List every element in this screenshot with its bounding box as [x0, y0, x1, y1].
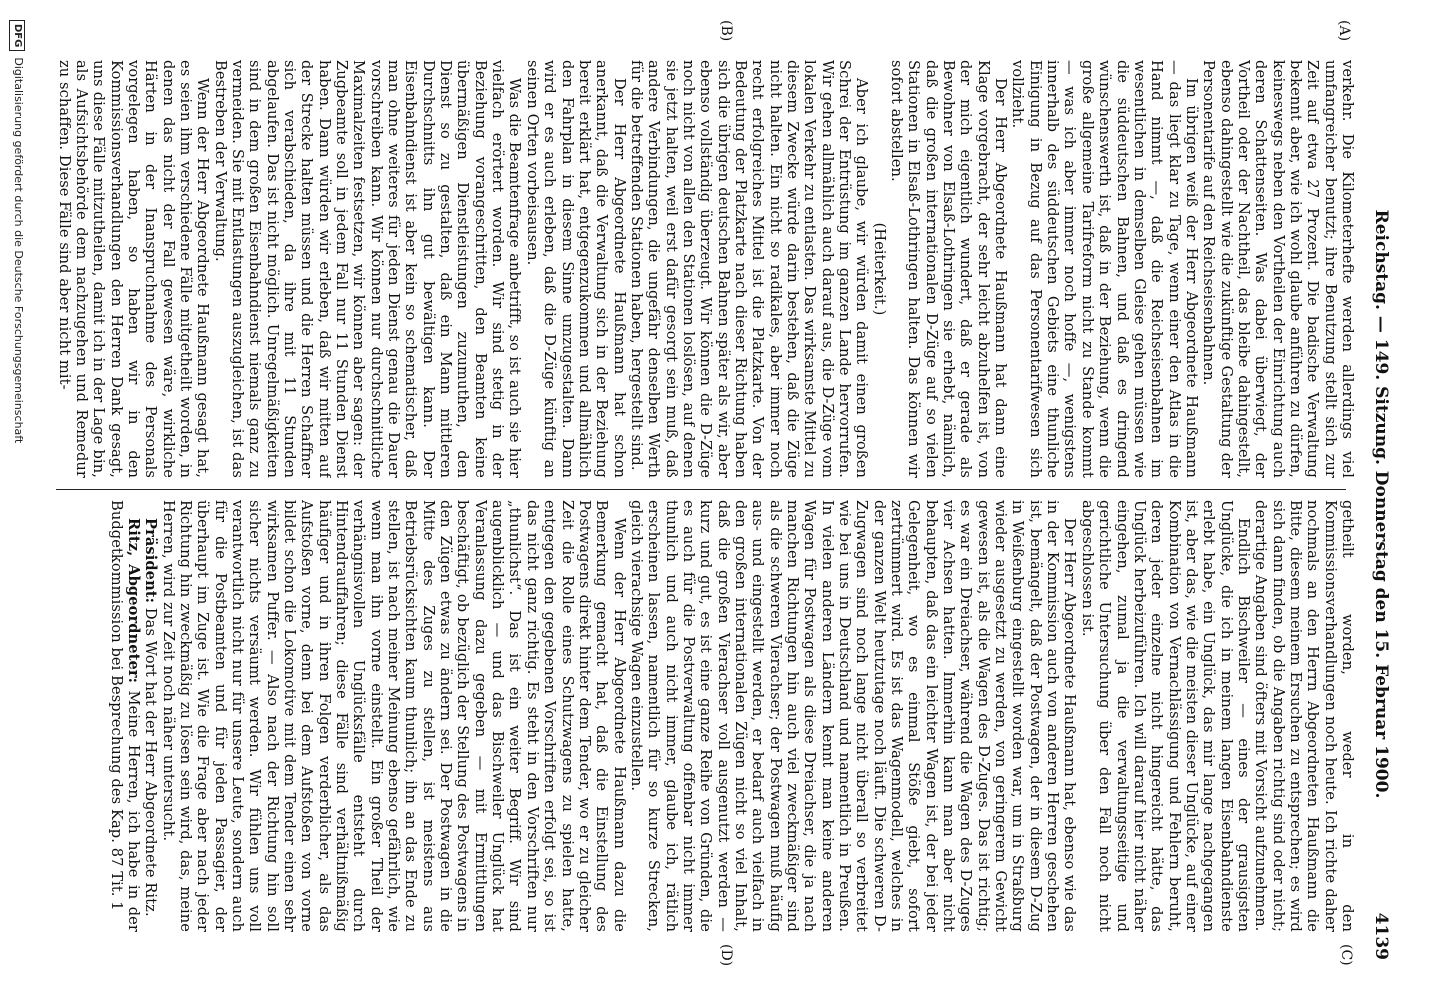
paragraph: Der Herr Abgeordnete Haußmann hat schon anerkannt, daß die Verwaltung sich in der Beziehung bereit erklärt hat, entgegenzukommen und allmählich den Fahrplan in diesem Sinne umzugestalten. Dann wird er es auch erleben, daß die D-Züge künftig an seinen Orten vorbeisausen.	[523, 60, 628, 478]
right-text-column	[56, 500, 1356, 932]
speaker-text: Meine Herren, ich habe in der Budgetkommission bei Besprechung des Kap. 87 Tit. 1	[107, 500, 142, 932]
dfg-logo: DFG	[9, 20, 25, 51]
column-divider	[56, 489, 1346, 490]
speaker-text: Das Wort hat der Herr Abgeordnete Ritz.	[142, 603, 160, 917]
paragraph: getheilt worden, weder in den Kommissionsverhandlungen noch heute. Ich richte daher nochmals an den Herrn Abgeordneten Haußmann die Bitte, diesem meinem Ersuchen zu entsprechen; es wird sich dann finden, ob die Angaben richtig sind oder nicht; derartige Angaben sind öfters mit Vorsicht aufzunehmen.	[1252, 500, 1356, 932]
margin-marker-a: (A)	[1336, 20, 1352, 42]
page-header	[1364, 48, 1398, 960]
digitization-footer	[8, 20, 28, 980]
left-text-column	[56, 60, 1356, 478]
paragraph: Aber ich glaube, wir würden damit einen großen Schrei der Entrüstung im ganzen Lande hervorrufen. Wir gehen allmählich auch darauf aus, die D-Züge vom lokalen Verkehr zu entlasten. Das wirksamste Mittel zu diesem Zwecke würde darin bestehen, daß die Züge nicht halten. Ein nicht so radikales, aber immer noch recht erfolgreiches Mittel ist die Platzkarte. Von der Bedeutung der Platzkarte nach dieser Richtung haben sich die übrigen deutschen Bahnen später als wir, aber ebenso vollständig überzeugt. Wir können die D-Züge noch nicht von allen den Stationen loslösen, auf denen sie jetzt halten, weil erst dafür gesorgt sein muß, daß andere Verbindungen, die ungefähr denselben Werth für die betreffenden Stationen haben, hergestellt sind.	[627, 60, 871, 478]
paragraph: Was die Beamtenfrage anbetrifft, so ist auch sie hier vielfach erörtert worden. Wir sind stetig in der Beziehung vorangeschritten, den Beamten keine übermäßigen Dienstleistungen zuzumuthen, den Dienst so zu gestalten, daß ein Mann mittleren Durchschnitts ihn gut bewältigen kann. Der Eisenbahndienst ist aber kein so schematischer, daß man ohne weiteres für jeden Dienst genau die Dauer vorschreiben kann. Wir können nur durchschnittliche Maximalzeiten festsetzen, wir können aber sagen: der Zugbeamte soll in jedem Fall nur 11 Stunden Dienst haben. Dann würden wir erleben, daß wir mitten auf der Strecke halten müssen und die Herren Schaffner sich verabschieden, da ihre mit 11 Stunden abgelaufen. Das ist nicht möglich. Unregelmäßigkeiten sind in dem großen Eisenbahndienst niemals ganz zu vermeiden. Sie mit Entlastungen auszugleichen, ist das Bestreben der Verwaltung.	[211, 60, 524, 478]
margin-marker-d: (D)	[718, 944, 734, 967]
speaker-paragraph	[142, 500, 159, 932]
paragraph: Endlich Bischweiler — eines der grausigsten Unglücke, die ich in meinem langen Eisenbahndienste erlebt habe, ein Unglück, das mir lange nachgegangen ist, aber das, wie die meisten dieser Unglücke, auf einer Kombination von Vernachlässigung und Fehlern beruht, deren jeder einzelne nicht hingereicht hätte, das Unglück herbeizuführen. Ich will darauf hier nicht näher eingehen, zumal ja die verwaltungsseitige und gerichtliche Untersuchung über den Fall noch nicht abgeschlossen ist.	[1078, 500, 1252, 932]
paragraph: Wenn der Herr Abgeordnete Haußmann dazu die Bemerkung gemacht hat, daß die Einstellung des Postwagens direkt hinter dem Tender, wo er zu gleicher Zeit die Rolle eines Schutzwagens zu spielen hatte, entgegen den gegebenen Vorschriften erfolgt sei, so ist das nicht ganz richtig. Es steht in den Vorschriften nur „thunlichst“. Das ist ein weiter Begriff. Wir sind augenblicklich — und das Bischweiler Unglück hat Veranlassung dazu gegeben — mit Ermittlungen beschäftigt, ob bezüglich der Stellung des Postwagens in den Zügen etwas zu ändern sei. Der Postwagen in die Mitte des Zuges zu stellen, ist meistens aus Betriebsrücksichten kaum thunlich; ihn an das Ende zu stellen, ist nach meiner Meinung ebenso gefährlich, wie wenn man ihn vorne einstellt. Ein großer Theil der verhängnisvollen Unglücksfälle entsteht durch Hintendrauffahren; diese Fälle sind verhältnißmäßig häufiger und in ihren Folgen verderblicher, als das Aufstoßen vorne, denn bei dem Aufstoßen von vorne bildet schon die Lokomotive mit dem Tender einen sehr wirksamen Puffer. — Also nach der Richtung hin soll sicher nichts versäumt werden. Wir fühlen uns voll verantwortlich nicht nur für unsere Leute, sondern auch für die Postbeamten und für jeden Passagier, der überhaupt im Zuge ist. Wie die Frage aber nach jeder Richtung hin zweckmäßig zu lösen sein wird, das, meine Herren, wird zur Zeit noch näher untersucht.	[159, 500, 628, 932]
interjection: (Heiterkeit.)	[870, 222, 888, 316]
paragraph: Im übrigen weiß der Herr Abgeordnete Haußmann — das liegt klar zu Tage, wenn einer den Atlas in die Hand nimmt —, daß die Reichseisenbahnen im wesentlichen in demselben Gleise gehen müssen wie die süddeutschen Bahnen, und daß es dringend wünschenswerth ist, daß in der Beziehung, wenn die große allgemeine Tarifreform nicht zu Stande kommt — was ich aber immer noch hoffe —, wenigstens innerhalb des süddeutschen Gebiets eine thunliche Einigung in Bezug auf das Personentarifwesen sich vollzieht.	[1009, 60, 1200, 478]
margin-marker-b: (B)	[718, 20, 734, 42]
page-number: 4139	[1371, 912, 1391, 960]
speaker-label: Ritz, Abgeordneter:	[124, 518, 142, 684]
paragraph: Der Herr Abgeordnete Haußmann hat dann eine Klage vorgebracht, der sehr leicht abzuhelfen ist, von der mich eigentlich wundert, daß er gerade als Bewohner von Elsaß-Lothringen sie erhebt, nämlich, daß die großen internationalen D-Züge auf so vielen Stationen in Elsaß-Lothringen halten. Das können wir sofort abstellen.	[888, 60, 1010, 478]
paragraph: verkehr. Die Kilometerhefte werden allerdings viel umfangreicher benutzt; ihre Benutzung stellt sich zur Zeit auf etwa 27 Prozent. Die badische Verwaltung bekennt aber, wie ich wohl glaube anführen zu dürfen, keineswegs neben den Vortheilen der Einrichtung auch deren Schattenseiten. Was dabei überwiegt, der Vortheil oder der Nachtheil, das bleibe dahingestellt, ebenso dahingestellt wie die zukünftige Gestaltung der Personentarife auf den Reichseisenbahnen.	[1200, 60, 1356, 478]
paragraph: Der Herr Abgeordnete Haußmann hat, ebenso wie das in der Kommission auch von anderen Herren geschehen ist, bemängelt, daß der Postwagen, der in diesem D-Zug in Weißenburg eingestellt worden war, um in Straßburg wieder ausgesetzt zu werden, von geringerem Gewicht gewesen ist, als die Wagen des D-Zuges. Das ist richtig; es war ein Dreiachser, während die Wagen des D-Zuges vier Achsen hatten. Immerhin kann man aber nicht behaupten, daß das ein leichter Wagen ist, der bei jeder Gelegenheit, wo es einmal Stöße giebt, sofort zertrümmert wird. Es ist das Wagenmodell, welches in der ganzen Welt heutzutage noch läuft. Die schweren D-Zugwagen sind noch lange nicht überall so verbreitet wie bei uns in Deutschland und namentlich in Preußen. In vielen anderen Ländern kennt man keine anderen Wagen für Postwagen als diese Dreiachser, die ja nach manchen Richtungen hin auch viel zweckmäßiger sind als die schweren Vierachser; der Postwagen muß häufig aus- und eingestellt werden, er bedarf auch vielfach in den großen internationalen Zügen nicht so viel Inhalt, daß die großen Vierachser voll ausgenutzt werden — kurz und gut, es ist eine ganze Reihe von Gründen, die es auch für die Postverwaltung offenbar nicht immer thunlich und auch nicht immer, glaube ich, rätlich erscheinen lassen, namentlich für so kurze Strecken, gleich vierachsige Wagen einzustellen.	[627, 500, 1079, 932]
speaker-label: Präsident:	[142, 518, 160, 604]
footer-text: Digitalisierung gefördert durch die Deutsche Forschungsgemeinschaft	[12, 57, 25, 444]
page-title: Reichstag. — 149. Sitzung. Donnerstag den 15. Februar 1900.	[1371, 209, 1391, 799]
margin-marker-c: (C)	[1338, 944, 1354, 966]
speaker-paragraph	[107, 500, 142, 932]
paragraph: Wenn der Herr Abgeordnete Haußmann gesagt hat, es seien ihm verschiedene Fälle mitgetheilt worden, in denen das nicht der Fall gewesen wäre, wirkliche Härten in der Inanspruchnahme des Personals vorgelegen haben, so haben wir in den Kommissionsverhandlungen den Herren Dank gesagt, uns diese Fälle mitzutheilen, damit ich in der Lage bin, als Aufsichtsbehörde dem nachzugehen und Remedur zu schaffen. Diese Fälle sind aber nicht mit-	[56, 60, 212, 478]
